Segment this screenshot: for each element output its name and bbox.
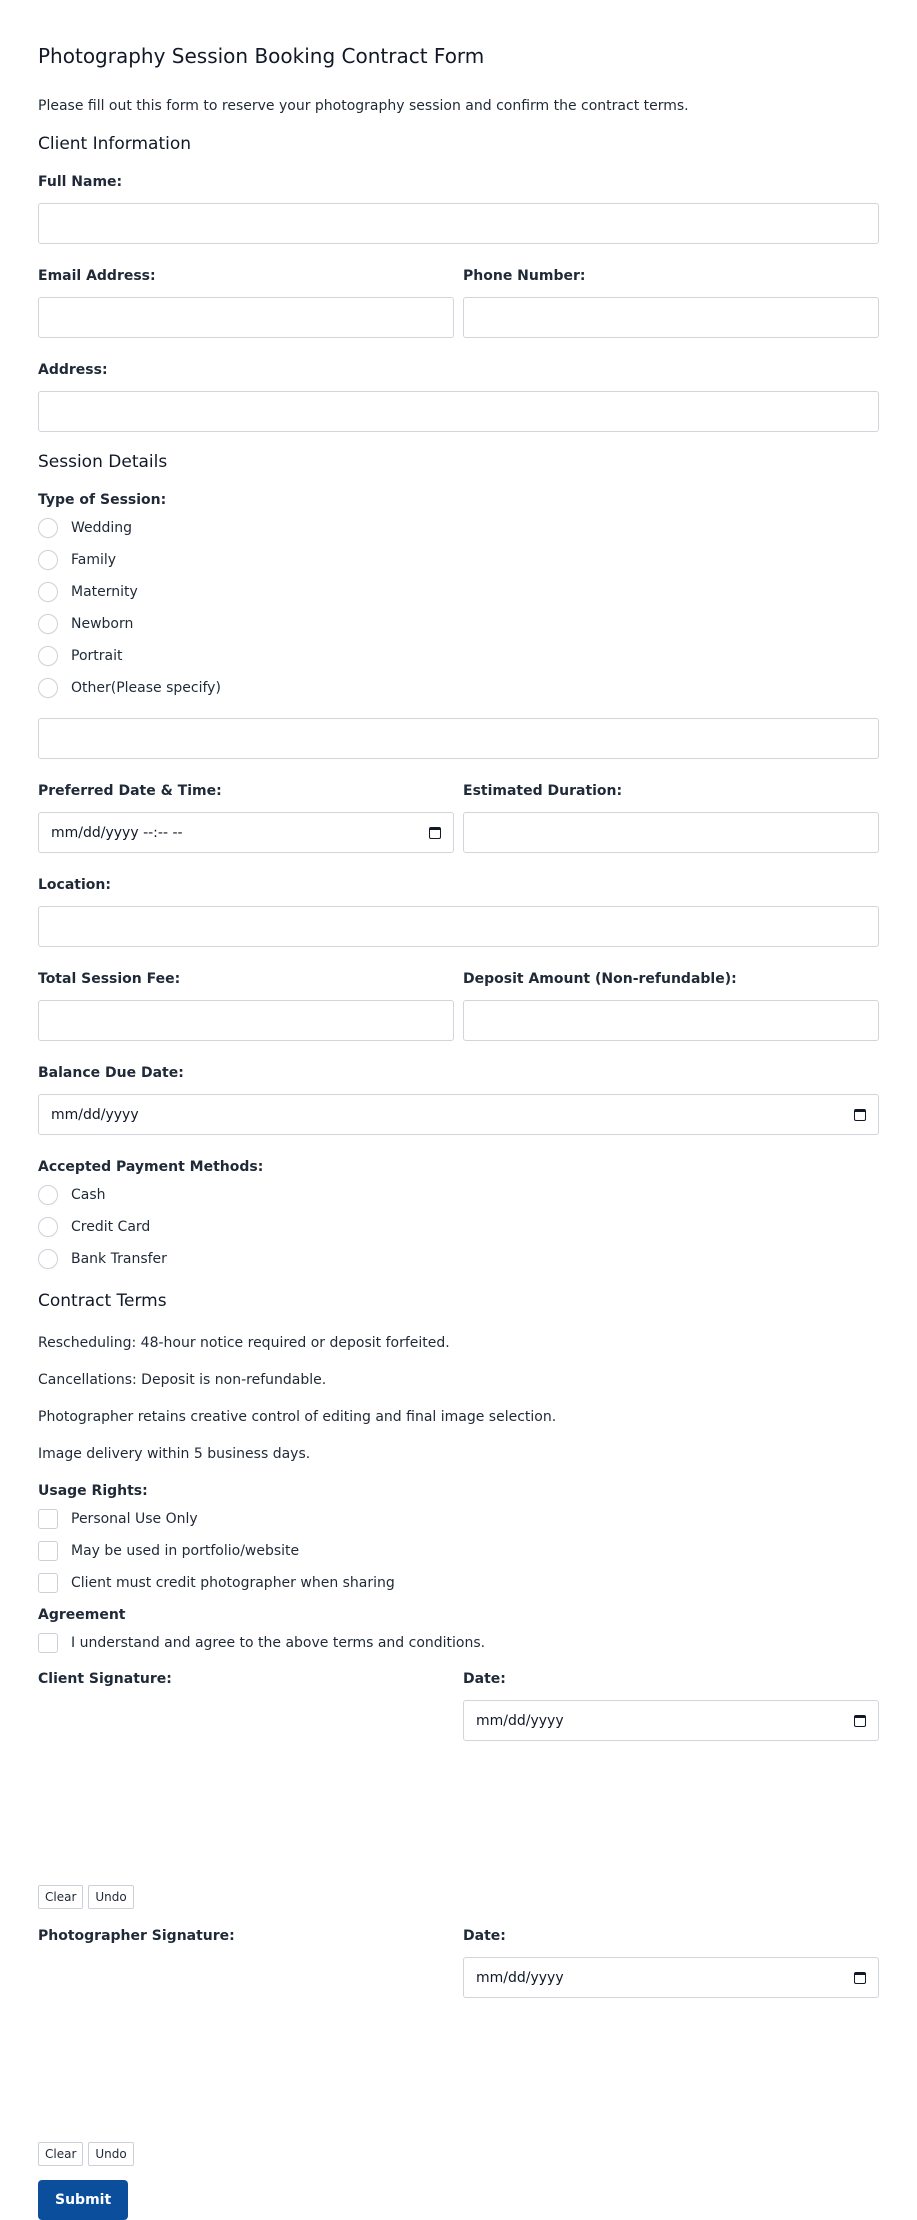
email-input[interactable] xyxy=(38,297,454,338)
term-rescheduling: Rescheduling: 48-hour notice required or deposit forfeited. xyxy=(38,1335,450,1351)
photographer-undo-button[interactable]: Undo xyxy=(88,2142,133,2166)
photographer-signature-label: Photographer Signature: xyxy=(38,1928,235,1944)
location-input[interactable] xyxy=(38,906,879,947)
session-type-family[interactable]: Family xyxy=(38,544,879,576)
radio-button[interactable] xyxy=(38,1249,58,1269)
photographer-signature-pad[interactable] xyxy=(38,1957,454,2142)
calendar-icon[interactable] xyxy=(854,1972,866,1984)
usage-portfolio[interactable]: May be used in portfolio/website xyxy=(38,1535,879,1567)
photographer-clear-button[interactable]: Clear xyxy=(38,2142,83,2166)
radio-button[interactable] xyxy=(38,518,58,538)
full-name-label: Full Name: xyxy=(38,174,123,190)
session-details-heading: Session Details xyxy=(38,452,168,472)
payment-method-options xyxy=(38,1179,879,1275)
term-delivery: Image delivery within 5 business days. xyxy=(38,1446,311,1462)
calendar-icon[interactable] xyxy=(429,827,441,839)
radio-button[interactable] xyxy=(38,678,58,698)
checkbox[interactable] xyxy=(38,1633,58,1653)
deposit-label: Deposit Amount (Non-refundable): xyxy=(463,971,737,987)
duration-input[interactable] xyxy=(463,812,879,853)
agreement-label: Agreement xyxy=(38,1607,126,1623)
submit-button[interactable]: Submit xyxy=(38,2180,128,2220)
contract-terms-heading: Contract Terms xyxy=(38,1291,167,1311)
session-type-wedding[interactable]: Wedding xyxy=(38,512,879,544)
calendar-icon[interactable] xyxy=(854,1715,866,1727)
client-undo-button[interactable]: Undo xyxy=(88,1885,133,1909)
usage-personal[interactable]: Personal Use Only xyxy=(38,1503,879,1535)
session-type-other[interactable]: Other(Please specify) xyxy=(38,672,879,704)
payment-methods-label: Accepted Payment Methods: xyxy=(38,1159,264,1175)
session-type-label: Type of Session: xyxy=(38,492,167,508)
payment-bank-transfer[interactable]: Bank Transfer xyxy=(38,1243,879,1275)
radio-button[interactable] xyxy=(38,646,58,666)
radio-button[interactable] xyxy=(38,1217,58,1237)
client-signature-label: Client Signature: xyxy=(38,1671,172,1687)
usage-rights-options xyxy=(38,1503,879,1599)
checkbox[interactable] xyxy=(38,1509,58,1529)
datetime-label: Preferred Date & Time: xyxy=(38,783,222,799)
radio-button[interactable] xyxy=(38,550,58,570)
datetime-input[interactable]: mm/dd/yyyy --:-- -- xyxy=(38,812,454,853)
usage-credit[interactable]: Client must credit photographer when sharing xyxy=(38,1567,879,1599)
fee-label: Total Session Fee: xyxy=(38,971,181,987)
client-date-label: Date: xyxy=(463,1671,506,1687)
radio-button[interactable] xyxy=(38,582,58,602)
form-intro: Please fill out this form to reserve your photography session and confirm the contract terms. xyxy=(38,98,689,114)
balance-due-input[interactable]: mm/dd/yyyy xyxy=(38,1094,879,1135)
client-clear-button[interactable]: Clear xyxy=(38,1885,83,1909)
usage-rights-label: Usage Rights: xyxy=(38,1483,148,1499)
client-date-input[interactable]: mm/dd/yyyy xyxy=(463,1700,879,1741)
full-name-input[interactable] xyxy=(38,203,879,244)
location-label: Location: xyxy=(38,877,111,893)
other-session-input[interactable] xyxy=(38,718,879,759)
payment-credit-card[interactable]: Credit Card xyxy=(38,1211,879,1243)
checkbox[interactable] xyxy=(38,1573,58,1593)
client-info-heading: Client Information xyxy=(38,134,192,154)
calendar-icon[interactable] xyxy=(854,1109,866,1121)
deposit-input[interactable] xyxy=(463,1000,879,1041)
session-type-portrait[interactable]: Portrait xyxy=(38,640,879,672)
payment-cash[interactable]: Cash xyxy=(38,1179,879,1211)
checkbox[interactable] xyxy=(38,1541,58,1561)
session-type-options xyxy=(38,512,879,704)
fee-input[interactable] xyxy=(38,1000,454,1041)
phone-input[interactable] xyxy=(463,297,879,338)
photographer-date-input[interactable]: mm/dd/yyyy xyxy=(463,1957,879,1998)
balance-due-label: Balance Due Date: xyxy=(38,1065,184,1081)
radio-button[interactable] xyxy=(38,1185,58,1205)
radio-button[interactable] xyxy=(38,614,58,634)
address-label: Address: xyxy=(38,362,108,378)
email-label: Email Address: xyxy=(38,268,156,284)
duration-label: Estimated Duration: xyxy=(463,783,623,799)
agreement-checkbox-row[interactable]: I understand and agree to the above terms and conditions. xyxy=(38,1627,879,1659)
client-signature-pad[interactable] xyxy=(38,1700,454,1885)
address-input[interactable] xyxy=(38,391,879,432)
term-creative-control: Photographer retains creative control of editing and final image selection. xyxy=(38,1409,557,1425)
page-title: Photography Session Booking Contract Form xyxy=(38,44,485,68)
session-type-maternity[interactable]: Maternity xyxy=(38,576,879,608)
photographer-date-label: Date: xyxy=(463,1928,506,1944)
session-type-newborn[interactable]: Newborn xyxy=(38,608,879,640)
phone-label: Phone Number: xyxy=(463,268,586,284)
term-cancellations: Cancellations: Deposit is non-refundable. xyxy=(38,1372,327,1388)
